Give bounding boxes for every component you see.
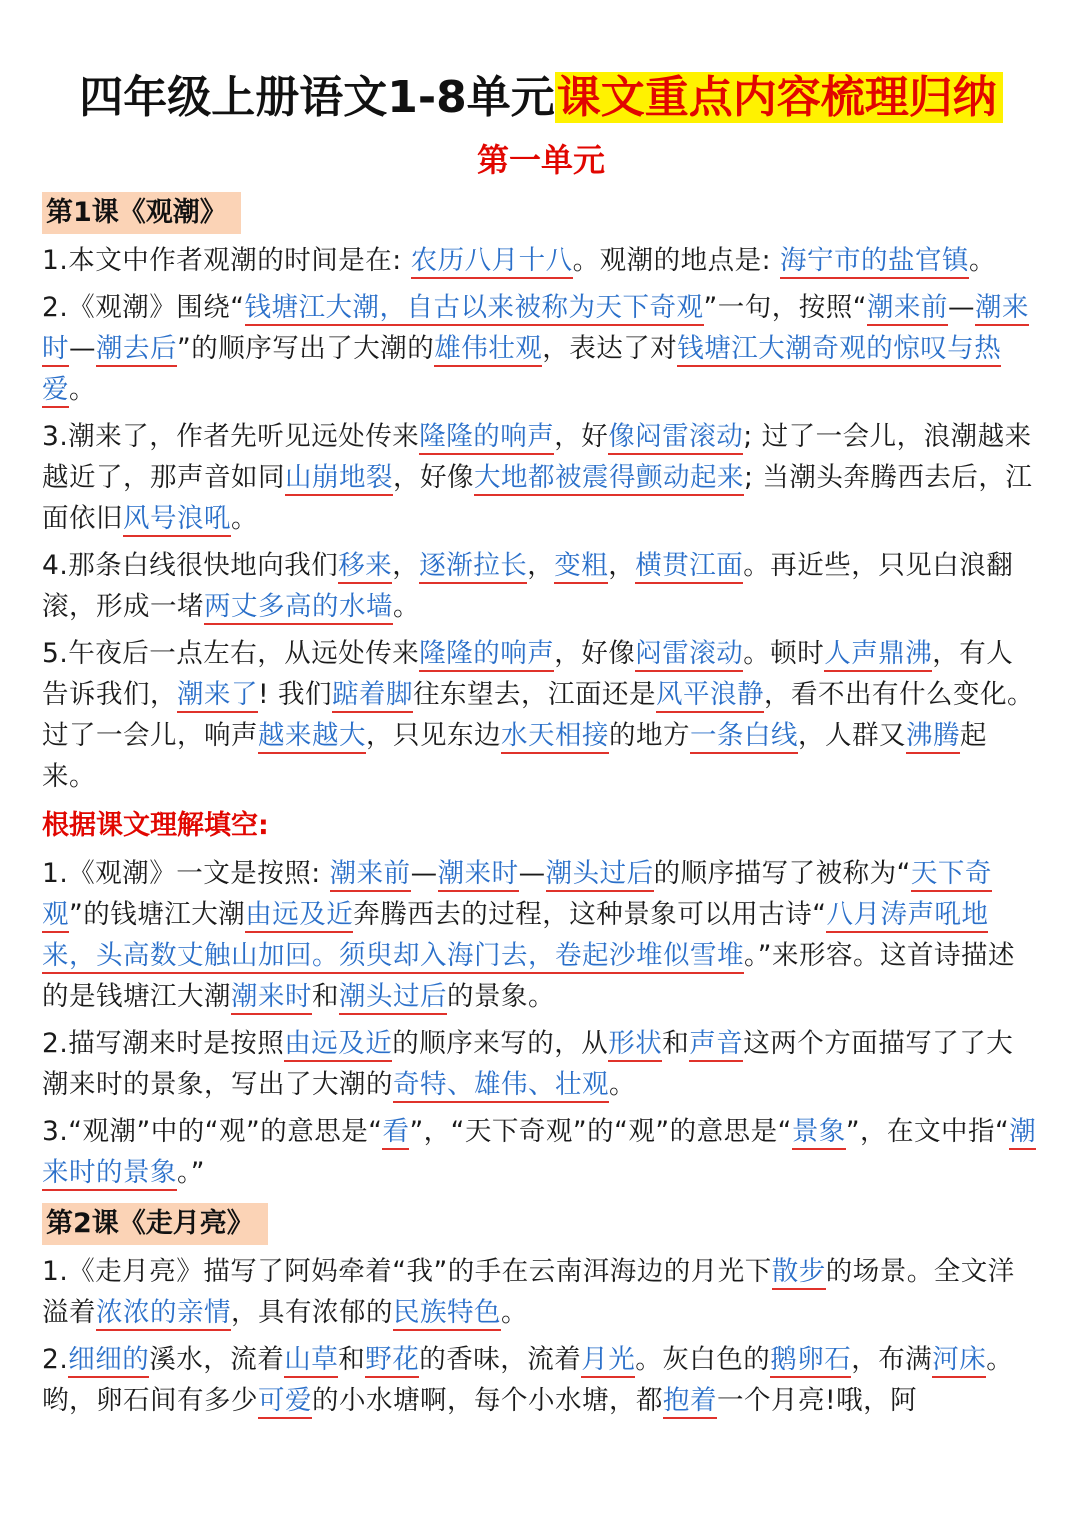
paragraph-text: ，只见东边 (366, 720, 501, 751)
answer-text: 闷雷滚动 (635, 638, 743, 672)
lesson-paragraph (42, 240, 1040, 281)
paragraph-text: 溪水，流着 (149, 1344, 285, 1375)
answer-text: 一条白线 (690, 720, 798, 754)
paragraph-text: ! 我们 (258, 679, 333, 710)
paragraph-text: 起来。 (42, 720, 987, 792)
paragraph-text: 的小水塘啊，每个小水塘，都 (312, 1385, 663, 1416)
paragraph-text: 3.潮来了，作者先听见远处传来 (42, 421, 420, 452)
paragraph-text: 的顺序描写了被称为“ (653, 858, 911, 889)
answer-text: 农历八月十八 (411, 245, 573, 279)
answer-text: 隆隆的响声 (419, 421, 554, 455)
answer-text: 潮来前 (867, 292, 948, 326)
paragraph-text: ，看不出有什么变化。过了一会儿，响声 (42, 679, 1035, 751)
paragraph-text: 的地方 (609, 720, 690, 751)
paragraph-text: 5.午夜后一点左右，从远处传来 (42, 638, 420, 669)
answer-text: 潮头过后 (546, 858, 654, 892)
lesson-paragraph (42, 545, 1040, 627)
fill-blank-paragraph (42, 1023, 1040, 1105)
answer-text: 隆隆的响声 (419, 638, 554, 672)
answer-text: 浓浓的亲情 (96, 1297, 231, 1331)
paragraph-text: ”一句，按照“ (703, 292, 867, 323)
answer-text: 横贯江面 (635, 550, 743, 584)
paragraph-text: ，人群又 (798, 720, 906, 751)
paragraph-text: 。 (69, 374, 96, 405)
paragraph-text: 的顺序来写的，从 (392, 1028, 609, 1059)
paragraph-text: — (518, 858, 546, 889)
answer-text: 八月涛声吼地来，头高数丈触山加回。须臾却入海门去，卷起沙堆似雪堆 (42, 899, 988, 974)
title-black-part: 四年级上册语文1-8单元 (79, 72, 555, 123)
answer-text: 民族特色 (393, 1297, 501, 1331)
paragraph-text: ”，在文中指“ (845, 1116, 1010, 1147)
paragraph-text: ; 当潮头奔腾西去后，江面依旧 (42, 462, 1033, 534)
paragraph-text: 2.描写潮来时是按照 (42, 1028, 285, 1059)
answer-text: 海宁市的盐官镇 (780, 245, 969, 279)
answer-text: 潮来时的景象 (42, 1116, 1036, 1191)
paragraph-text: 的景象。 (447, 981, 555, 1012)
answer-text: 越来越大 (258, 720, 366, 754)
paragraph-text: 。观潮的地点是: (572, 245, 780, 276)
paragraph-text: ，好像 (393, 462, 474, 493)
answer-text: 沸腾 (906, 720, 960, 754)
answer-text: 野花 (365, 1344, 419, 1378)
paragraph-text: 的香味，流着 (419, 1344, 582, 1375)
answer-text: 雄伟壮观 (434, 333, 542, 367)
paragraph-text: ， (608, 550, 636, 581)
fill-blank-heading: 根据课文理解填空: (42, 810, 269, 841)
paragraph-text: 一个月亮!哦，阿 (717, 1385, 918, 1416)
answer-text: 变粗 (554, 550, 608, 584)
title-highlight-part: 课文重点内容梳理归纳 (555, 72, 1003, 123)
paragraph-text: 。顿时 (743, 638, 825, 669)
answer-text: 散步 (772, 1256, 826, 1290)
answer-text: 潮来时 (42, 292, 1029, 367)
paragraph-text: 。 (969, 245, 996, 276)
paragraph-text: 2. (42, 1344, 69, 1375)
paragraph-text: — (410, 858, 438, 889)
paragraph-text: — (69, 333, 96, 364)
answer-text: 水天相接 (501, 720, 609, 754)
answer-text: 天下奇观 (42, 858, 992, 933)
paragraph-text: 1.《走月亮》描写了阿妈牵着“我”的手在云南洱海边的月光下 (42, 1256, 772, 1287)
paragraph-text: 。 (501, 1297, 528, 1328)
answer-text: 风平浪静 (656, 679, 764, 713)
paragraph-text: ; 过了一会儿，浪潮越来越近了，那声音如同 (42, 421, 1032, 493)
answer-text: 潮去后 (96, 333, 177, 367)
lesson-section (42, 1193, 1040, 1421)
lesson-title-badge: 第1课《观潮》 (42, 192, 241, 234)
paragraph-text: — (947, 292, 975, 323)
answer-text: 潮头过后 (339, 981, 447, 1015)
answer-text: 山草 (284, 1344, 338, 1378)
answer-text: 人声鼎沸 (824, 638, 932, 672)
answer-text: 潮来时 (231, 981, 312, 1015)
paragraph-text: ，好像 (554, 638, 636, 669)
answer-text: 景象 (792, 1116, 846, 1150)
paragraph-text: 的场景。全文洋溢着 (42, 1256, 1015, 1328)
answer-text: 山崩地裂 (285, 462, 393, 496)
paragraph-text: 2.《观潮》围绕“ (42, 292, 245, 323)
answer-text: 踮着脚 (332, 679, 413, 713)
answer-text: 钱塘江大潮奇观的惊叹与热爱 (42, 333, 1001, 408)
answer-text: 风号浪吼 (123, 503, 231, 537)
paragraph-text: 这两个方面描写了了大潮来时的景象，写出了大潮的 (42, 1028, 1014, 1100)
paragraph-text: ，具有浓郁的 (231, 1297, 393, 1328)
paragraph-text: ，布满 (851, 1344, 933, 1375)
answer-text: 潮来时 (438, 858, 519, 892)
answer-text: 潮来了 (177, 679, 258, 713)
paragraph-text: ，表达了对 (542, 333, 678, 364)
lesson-paragraph (42, 416, 1040, 539)
paragraph-text: ， (527, 550, 555, 581)
paragraph-text: 往东望去，江面还是 (413, 679, 657, 710)
document-content (42, 182, 1040, 1421)
answer-text: 鹅卵石 (770, 1344, 851, 1378)
paragraph-text: 。再近些，只见白浪翻滚，形成一堵 (42, 550, 1014, 622)
answer-text: 潮来前 (330, 858, 411, 892)
answer-text: 移来 (338, 550, 392, 584)
paragraph-text: 和 (312, 981, 339, 1012)
paragraph-text: ，好 (554, 421, 609, 452)
lesson-paragraph (42, 1251, 1040, 1333)
answer-text: 两丈多高的水墙 (204, 591, 393, 625)
answer-text: 逐渐拉长 (419, 550, 527, 584)
paragraph-text: 奔腾西去的过程，这种景象可以用古诗“ (353, 899, 827, 930)
answer-text: 抱着 (663, 1385, 717, 1419)
paragraph-text: 1.《观潮》一文是按照: (42, 858, 330, 889)
paragraph-text: 。灰白色的 (635, 1344, 771, 1375)
lesson-title-badge: 第2课《走月亮》 (42, 1203, 268, 1245)
page-title (42, 62, 1040, 134)
answer-text: 细细的 (68, 1344, 149, 1378)
answer-text: 可爱 (258, 1385, 312, 1419)
lesson-section (42, 182, 1040, 1193)
answer-text: 声音 (689, 1028, 743, 1062)
answer-text: 钱塘江大潮，自古以来被称为天下奇观 (245, 292, 704, 326)
lesson-paragraph (42, 1339, 1040, 1421)
answer-text: 看 (382, 1116, 409, 1150)
paragraph-text: 4.那条白线很快地向我们 (42, 550, 339, 581)
paragraph-text: 1.本文中作者观潮的时间是在: (42, 245, 411, 276)
paragraph-text: 和 (338, 1344, 366, 1375)
answer-text: 由远及近 (245, 899, 353, 933)
paragraph-text: ， (392, 550, 420, 581)
paragraph-text: 和 (662, 1028, 690, 1059)
paragraph-text: 3.“观潮”中的“观”的意思是“ (42, 1116, 383, 1147)
paragraph-text: 。” (177, 1157, 205, 1188)
lesson-paragraph (42, 633, 1040, 797)
paragraph-text: ，有人告诉我们， (42, 638, 1014, 710)
paragraph-text: 。 (609, 1069, 636, 1100)
paragraph-text: ”的顺序写出了大潮的 (177, 333, 435, 364)
answer-text: 月光 (581, 1344, 635, 1378)
fill-blank-paragraph (42, 1111, 1040, 1193)
answer-text: 由远及近 (284, 1028, 392, 1062)
answer-text: 大地都被震得颤动起来 (474, 462, 744, 496)
paragraph-text: 。 (231, 503, 258, 534)
paragraph-text: 。哟，卵石间有多少 (42, 1344, 1014, 1416)
paragraph-text: ”，“天下奇观”的“观”的意思是“ (409, 1116, 792, 1147)
paragraph-text: 。”来形容。这首诗描述的是钱塘江大潮 (42, 940, 1015, 1012)
answer-text: 像闷雷滚动 (608, 421, 743, 455)
fill-blank-paragraph (42, 853, 1040, 1017)
unit-title: 第一单元 (476, 141, 605, 179)
answer-text: 形状 (608, 1028, 662, 1062)
paragraph-text: 。 (393, 591, 420, 622)
answer-text: 奇特、雄伟、壮观 (393, 1069, 609, 1103)
lesson-paragraph (42, 287, 1040, 410)
paragraph-text: ”的钱塘江大潮 (69, 899, 246, 930)
answer-text: 河床 (932, 1344, 986, 1378)
